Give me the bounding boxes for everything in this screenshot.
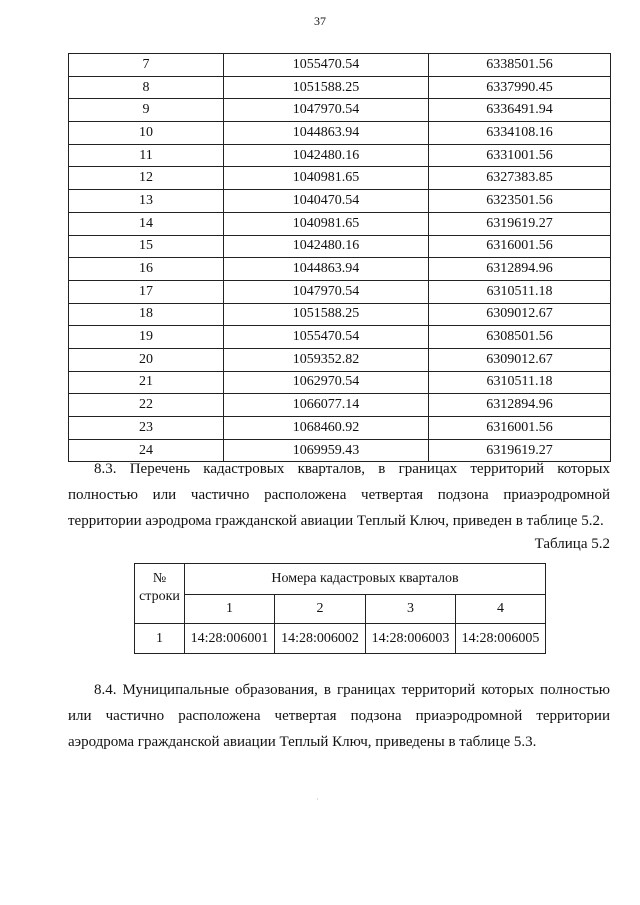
coordinates-table	[68, 53, 611, 462]
table-row	[69, 122, 611, 145]
y-coordinate-cell: 6312894.96	[429, 258, 611, 281]
table-row	[135, 624, 546, 654]
point-number-cell: 24	[69, 439, 224, 462]
point-number-cell: 21	[69, 371, 224, 394]
y-coordinate-cell: 6337990.45	[429, 76, 611, 99]
column-header: 2	[275, 595, 366, 624]
y-coordinate-cell: 6338501.56	[429, 54, 611, 77]
x-coordinate-cell: 1040981.65	[224, 212, 429, 235]
row-number-header	[135, 564, 185, 624]
table-row	[69, 167, 611, 190]
x-coordinate-cell: 1044863.94	[224, 122, 429, 145]
point-number-cell: 11	[69, 144, 224, 167]
table-row	[69, 258, 611, 281]
cadastral-group-header: Номера кадастровых кварталов	[185, 564, 546, 595]
y-coordinate-cell: 6336491.94	[429, 99, 611, 122]
point-number-cell: 22	[69, 394, 224, 417]
table-caption-5-2: Таблица 5.2	[534, 536, 610, 552]
point-number-cell: 14	[69, 212, 224, 235]
table-row	[69, 394, 611, 417]
y-coordinate-cell: 6316001.56	[429, 235, 611, 258]
table-row	[69, 212, 611, 235]
x-coordinate-cell: 1040981.65	[224, 167, 429, 190]
point-number-cell: 17	[69, 280, 224, 303]
row-number-header-word: строки	[139, 588, 180, 604]
column-header: 3	[366, 595, 456, 624]
y-coordinate-cell: 6309012.67	[429, 303, 611, 326]
table-row	[69, 348, 611, 371]
y-coordinate-cell: 6316001.56	[429, 417, 611, 440]
x-coordinate-cell: 1047970.54	[224, 99, 429, 122]
cadastral-quarters-table	[134, 563, 546, 654]
point-number-cell: 10	[69, 122, 224, 145]
y-coordinate-cell: 6309012.67	[429, 348, 611, 371]
point-number-cell: 8	[69, 76, 224, 99]
x-coordinate-cell: 1069959.43	[224, 439, 429, 462]
table-row	[69, 303, 611, 326]
point-number-cell: 16	[69, 258, 224, 281]
paragraph-8-4: 8.4. Муниципальные образования, в границах территорий которых полностью или частично расположена четвертая подзона приаэродромной территории аэродрома гражданской авиации Теплый Ключ, приведены в таблице 5.3.	[68, 682, 610, 750]
scan-speck: ·	[316, 795, 319, 804]
table-row	[69, 326, 611, 349]
x-coordinate-cell: 1042480.16	[224, 144, 429, 167]
table-row	[69, 144, 611, 167]
x-coordinate-cell: 1051588.25	[224, 303, 429, 326]
row-number-header-symbol: №	[152, 571, 167, 586]
cadastral-number-cell: 14:28:006001	[185, 624, 275, 654]
x-coordinate-cell: 1055470.54	[224, 326, 429, 349]
cadastral-number-cell: 14:28:006005	[456, 624, 546, 654]
table-row	[69, 190, 611, 213]
y-coordinate-cell: 6331001.56	[429, 144, 611, 167]
table-row	[69, 280, 611, 303]
y-coordinate-cell: 6323501.56	[429, 190, 611, 213]
cadastral-number-cell: 14:28:006003	[366, 624, 456, 654]
x-coordinate-cell: 1055470.54	[224, 54, 429, 77]
x-coordinate-cell: 1047970.54	[224, 280, 429, 303]
y-coordinate-cell: 6310511.18	[429, 280, 611, 303]
paragraph-8-3: 8.3. Перечень кадастровых кварталов, в границах территорий которых полностью или частично расположена четвертая подзона приаэродромной территории аэродрома гражданской авиации Теплый Ключ, приведен в таблице 5.2.	[68, 461, 610, 529]
table-row	[69, 76, 611, 99]
y-coordinate-cell: 6310511.18	[429, 371, 611, 394]
column-header: 1	[185, 595, 275, 624]
y-coordinate-cell: 6334108.16	[429, 122, 611, 145]
table-row	[69, 54, 611, 77]
point-number-cell: 7	[69, 54, 224, 77]
cadastral-number-cell: 14:28:006002	[275, 624, 366, 654]
column-header: 4	[456, 595, 546, 624]
point-number-cell: 23	[69, 417, 224, 440]
point-number-cell: 15	[69, 235, 224, 258]
y-coordinate-cell: 6319619.27	[429, 212, 611, 235]
y-coordinate-cell: 6319619.27	[429, 439, 611, 462]
point-number-cell: 20	[69, 348, 224, 371]
row-number-cell: 1	[135, 624, 185, 654]
x-coordinate-cell: 1044863.94	[224, 258, 429, 281]
table-row	[69, 371, 611, 394]
y-coordinate-cell: 6312894.96	[429, 394, 611, 417]
page-number: 37	[314, 14, 326, 28]
x-coordinate-cell: 1066077.14	[224, 394, 429, 417]
table-row	[69, 235, 611, 258]
x-coordinate-cell: 1059352.82	[224, 348, 429, 371]
x-coordinate-cell: 1040470.54	[224, 190, 429, 213]
x-coordinate-cell: 1068460.92	[224, 417, 429, 440]
point-number-cell: 18	[69, 303, 224, 326]
point-number-cell: 19	[69, 326, 224, 349]
point-number-cell: 13	[69, 190, 224, 213]
x-coordinate-cell: 1042480.16	[224, 235, 429, 258]
y-coordinate-cell: 6327383.85	[429, 167, 611, 190]
point-number-cell: 12	[69, 167, 224, 190]
table-row	[69, 99, 611, 122]
table-row	[69, 417, 611, 440]
x-coordinate-cell: 1062970.54	[224, 371, 429, 394]
x-coordinate-cell: 1051588.25	[224, 76, 429, 99]
y-coordinate-cell: 6308501.56	[429, 326, 611, 349]
point-number-cell: 9	[69, 99, 224, 122]
